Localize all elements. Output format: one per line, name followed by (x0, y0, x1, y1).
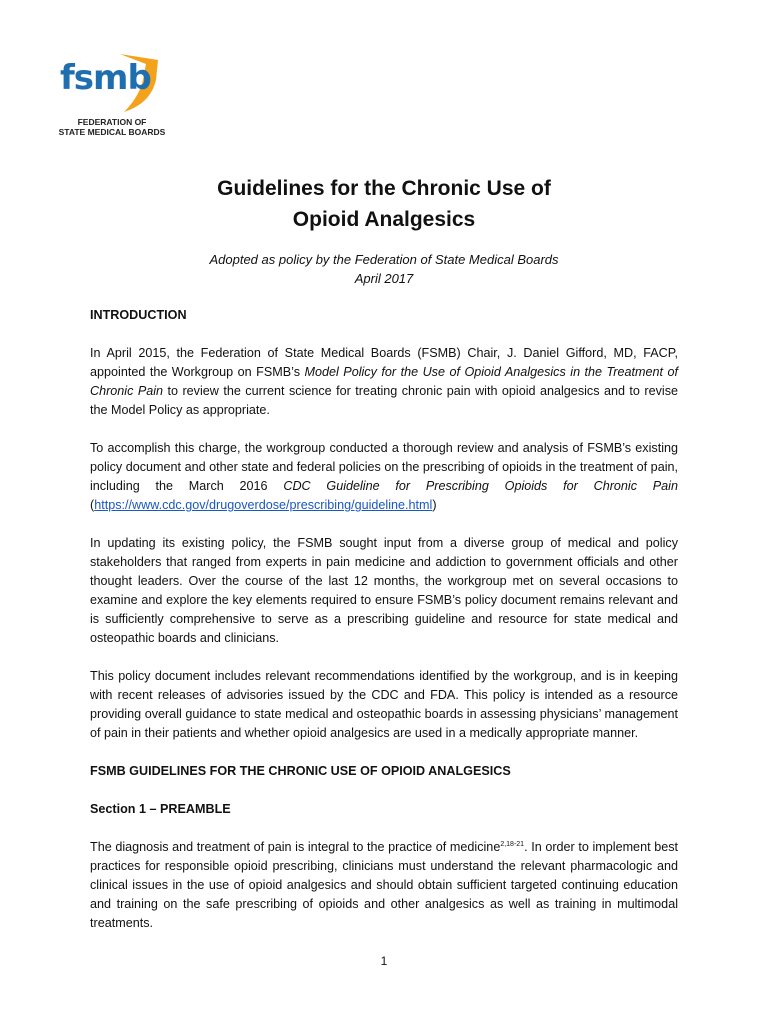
logo-subtitle (48, 117, 176, 137)
logo-wordmark: fsmb (60, 58, 151, 98)
document-subtitle (0, 250, 768, 288)
document-body (90, 306, 678, 952)
logo-line-1: FEDERATION OF (77, 117, 147, 127)
p5-text-a: The diagnosis and treatment of pain is integral to the practice of medicine (90, 840, 501, 854)
intro-heading: INTRODUCTION (90, 308, 187, 322)
document-title (0, 173, 768, 235)
p5-citation-superscript: 2,18-21 (500, 840, 525, 848)
paragraph-4: This policy document includes relevant recommendations identified by the workgroup, and is in keeping with recent releases of advisories issued by the CDC and FDA. This policy is intended as a resource providing overall guidance to state medical and osteopathic boards in assessing physicians’ management of pain in their patients and whether opioid analgesics are used in a medically appropriate manner. (90, 669, 678, 740)
title-line-2: Opioid Analgesics (292, 208, 476, 231)
cdc-guideline-link[interactable]: https://www.cdc.gov/drugoverdose/prescribing/guideline.html (94, 498, 433, 512)
p2-italic-title: CDC Guideline for Prescribing Opioids for Chronic Pain (283, 479, 678, 493)
p2-text-c: ) (432, 498, 437, 512)
p1-text-a: In April 2015, the Federation of State Medical Boards (FSMB) Chair, J. Daniel Gifford, MD, FACP, appointed the Workgroup on FSMB’s (90, 346, 678, 379)
paragraph-3: In updating its existing policy, the FSMB sought input from a diverse group of medical and policy stakeholders that ranged from experts in pain medicine and addiction to government officials and other thought leaders. Over the course of the last 12 months, the workgroup met on several occasions to examine and explore the key elements required to ensure FSMB’s policy document remains relevant and is sufficiently comprehensive to serve as a prescribing guideline and resource for state medical and osteopathic boards and clinicians. (90, 536, 678, 645)
p5-text-b: . In order to implement best practices for responsible opioid prescribing, clinicians must understand the relevant pharmacologic and clinical issues in the use of opioid analgesics and should obtain sufficient targeted continuing education and training on the safe prescribing of opioids and other analgesics as well as training in multimodal treatments. (90, 840, 678, 930)
page-number: 1 (380, 954, 388, 968)
paragraph-1 (90, 344, 678, 420)
p2-text-a: To accomplish this charge, the workgroup conducted a thorough review and analysis of FSMB’s existing policy document and other state and federal policies on the prescribing of opioids in the treatment of pain, including the March 2016 (90, 441, 678, 493)
paragraph-2 (90, 439, 678, 515)
fsmb-logo (46, 50, 176, 140)
p1-italic-title: Model Policy for the Use of Opioid Analgesics in the Treatment of Chronic Pain (90, 365, 679, 398)
title-line-1: Guidelines for the Chronic Use of (217, 177, 551, 200)
section-1-heading: Section 1 – PREAMBLE (90, 802, 231, 816)
subtitle-line-2: April 2017 (354, 271, 414, 286)
p2-text-b: ( (90, 498, 95, 512)
paragraph-5 (90, 838, 678, 933)
p1-text-b: to review the current science for treating chronic pain with opioid analgesics and to revise the Model Policy as appropriate. (90, 384, 678, 417)
subtitle-line-1: Adopted as policy by the Federation of State Medical Boards (209, 252, 559, 267)
logo-line-2: STATE MEDICAL BOARDS (58, 127, 166, 137)
guidelines-heading: FSMB GUIDELINES FOR THE CHRONIC USE OF OPIOID ANALGESICS (90, 764, 511, 778)
